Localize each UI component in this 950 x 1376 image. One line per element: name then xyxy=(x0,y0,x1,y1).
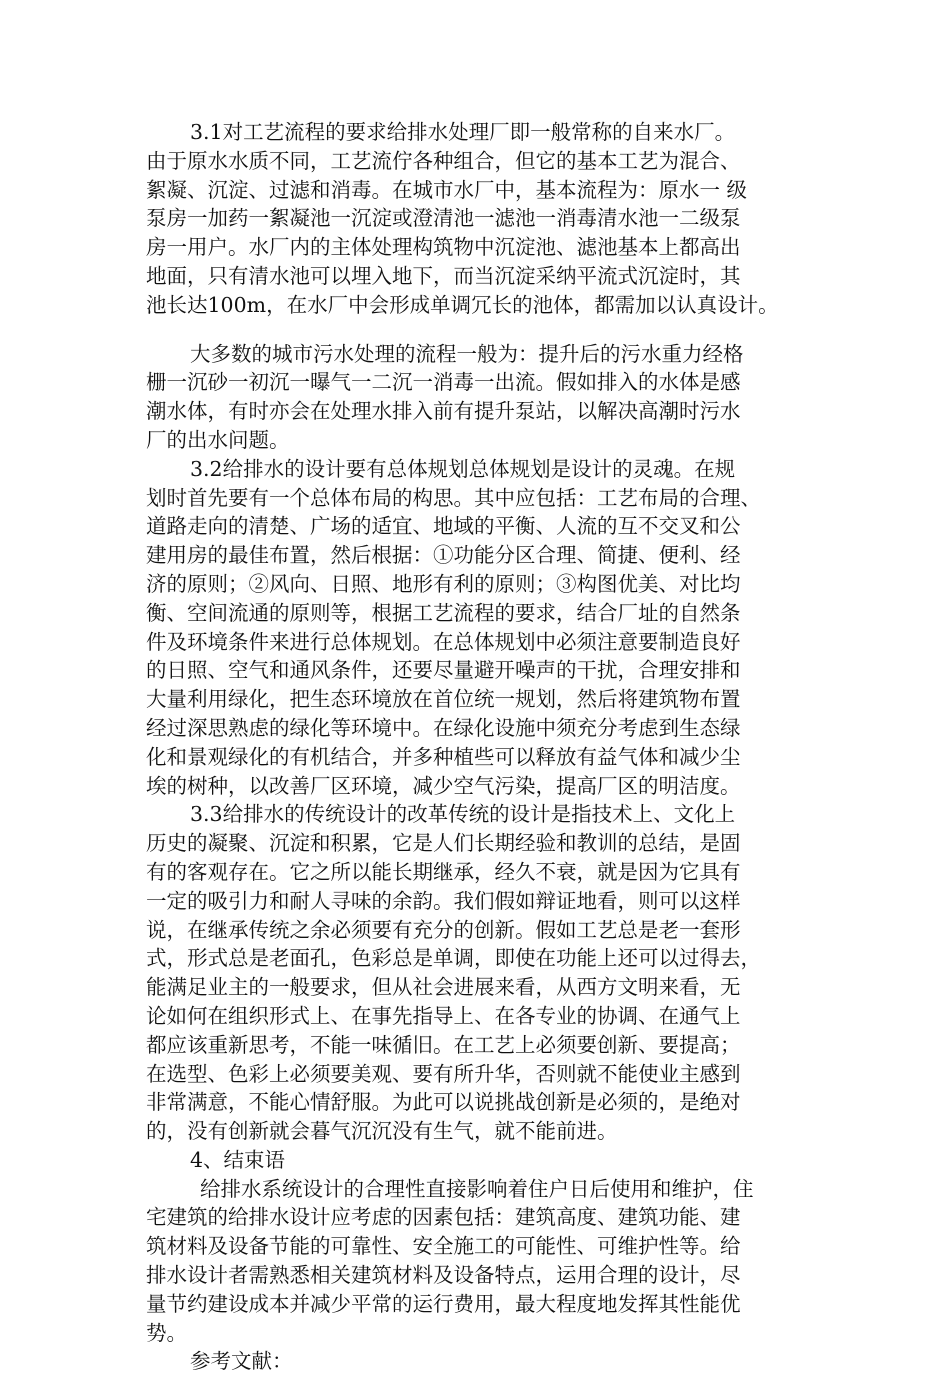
text-line: 有的客观存在。它之所以能长期继承，经久不衰，就是因为它具有 xyxy=(146,859,741,884)
text-line: 埃的树种，以改善厂区环境，减少空气污染，提高厂区的明洁度。 xyxy=(146,773,741,798)
text-line: 一定的吸引力和耐人寻味的余韵。我们假如辩证地看，则可以这样 xyxy=(146,888,741,913)
references-label: 参考文献： xyxy=(190,1349,293,1374)
text-line: 给排水系统设计的合理性直接影响着住户日后使用和维护，住 xyxy=(200,1176,754,1201)
text-line: 划时首先要有一个总体布局的构思。其中应包括：工艺布局的合理、 xyxy=(146,485,761,510)
text-line: 房一用户。水厂内的主体处理构筑物中沉淀池、滤池基本上都高出 xyxy=(146,235,741,260)
text-line: 栅一沉砂一初沉一曝气一二沉一消毒一出流。假如排入的水体是感 xyxy=(146,370,741,395)
text-line: 济的原则；②风向、日照、地形有利的原则；③构图优美、对比均 xyxy=(146,571,741,596)
text-line: 建用房的最佳布置，然后根据：①功能分区合理、简捷、便利、经 xyxy=(146,543,741,568)
text-line: 筑材料及设备节能的可靠性、安全施工的可能性、可维护性等。给 xyxy=(146,1234,741,1259)
text-line: 大量利用绿化，把生态环境放在首位统一规划，然后将建筑物布置 xyxy=(146,687,741,712)
text-line: 道路走向的清楚、广场的适宜、地域的平衡、人流的互不交叉和公 xyxy=(146,514,741,539)
document-page xyxy=(146,118,806,1376)
text-line: 历史的凝聚、沉淀和积累，它是人们长期经验和教训的总结，是固 xyxy=(146,831,741,856)
text-line: 3.1对工艺流程的要求给排水处理厂即一般常称的自来水厂。 xyxy=(190,120,736,144)
paragraph-gap xyxy=(146,320,806,340)
text-line: 在选型、色彩上必须要美观、要有所升华，否则就不能使业主感到 xyxy=(146,1061,741,1086)
paragraph-conclusion xyxy=(146,1175,806,1348)
text-line: 宅建筑的给排水设计应考虑的因素包括：建筑高度、建筑功能、建 xyxy=(146,1205,741,1230)
text-line: 潮水体，有时亦会在处理水排入前有提升泵站，以解决高潮时污水 xyxy=(146,399,741,424)
text-line: 排水设计者需熟悉相关建筑材料及设备特点，运用合理的设计，尽 xyxy=(146,1263,741,1288)
section-heading-conclusion: 4、结束语 xyxy=(190,1147,286,1172)
text-line: 势。 xyxy=(146,1320,187,1345)
text-line: 经过深思熟虑的绿化等环境中。在绿化设施中须充分考虑到生态绿 xyxy=(146,715,741,740)
text-line: 式，形式总是老面孔，色彩总是单调，即使在功能上还可以过得去， xyxy=(146,946,761,971)
text-line: 说，在继承传统之余必须要有充分的创新。假如工艺总是老一套形 xyxy=(146,917,741,942)
paragraph-sewage-process xyxy=(146,340,806,455)
text-line: 非常满意，不能心情舒服。为此可以说挑战创新是必须的，是绝对 xyxy=(146,1090,741,1115)
paragraph-3-1 xyxy=(146,118,806,320)
paragraph-3-3 xyxy=(146,800,806,1146)
text-line: 的日照、空气和通风条件，还要尽量避开噪声的干扰，合理安排和 xyxy=(146,658,741,683)
paragraph-3-2 xyxy=(146,455,806,801)
text-line: 3.3给排水的传统设计的改革传统的设计是指技术上、文化上 xyxy=(190,802,736,827)
text-line: 池长达100m，在水厂中会形成单调冗长的池体，都需加以认真设计。 xyxy=(146,292,779,317)
text-line: 量节约建设成本并减少平常的运行费用，最大程度地发挥其性能优 xyxy=(146,1291,741,1316)
text-line: 的，没有创新就会暮气沉沉没有生气，就不能前进。 xyxy=(146,1119,618,1144)
text-line: 都应该重新思考，不能一味循旧。在工艺上必须要创新、要提高； xyxy=(146,1032,741,1057)
text-line: 絮凝、沉淀、过滤和消毒。在城市水厂中，基本流程为：原水一 级 xyxy=(146,177,748,202)
text-line: 大多数的城市污水处理的流程一般为：提升后的污水重力经格 xyxy=(190,341,744,366)
text-line: 能满足业主的一般要求，但从社会进展来看，从西方文明来看，无 xyxy=(146,975,741,1000)
text-line: 厂的出水问题。 xyxy=(146,427,290,452)
text-line: 地面，只有清水池可以埋入地下，而当沉淀采纳平流式沉淀时，其 xyxy=(146,263,741,288)
text-line: 件及环境条件来进行总体规划。在总体规划中必须注意要制造良好 xyxy=(146,629,741,654)
text-line: 由于原水水质不同，工艺流佇各种组合，但它的基本工艺为混合、 xyxy=(146,148,741,173)
text-line: 3.2给排水的设计要有总体规划总体规划是设计的灵魂。在规 xyxy=(190,456,736,481)
text-line: 论如何在组织形式上、在事先指导上、在各专业的协调、在通气上 xyxy=(146,1003,741,1028)
text-line: 泵房一加药一絮凝池一沉淀或澄清池一滤池一消毒清水池一二级泵 xyxy=(146,206,741,231)
text-line: 化和景观绿化的有机结合，并多种植些可以释放有益气体和减少尘 xyxy=(146,744,741,769)
text-line: 衡、空间流通的原则等，根据工艺流程的要求，结合厂址的自然条 xyxy=(146,600,741,625)
